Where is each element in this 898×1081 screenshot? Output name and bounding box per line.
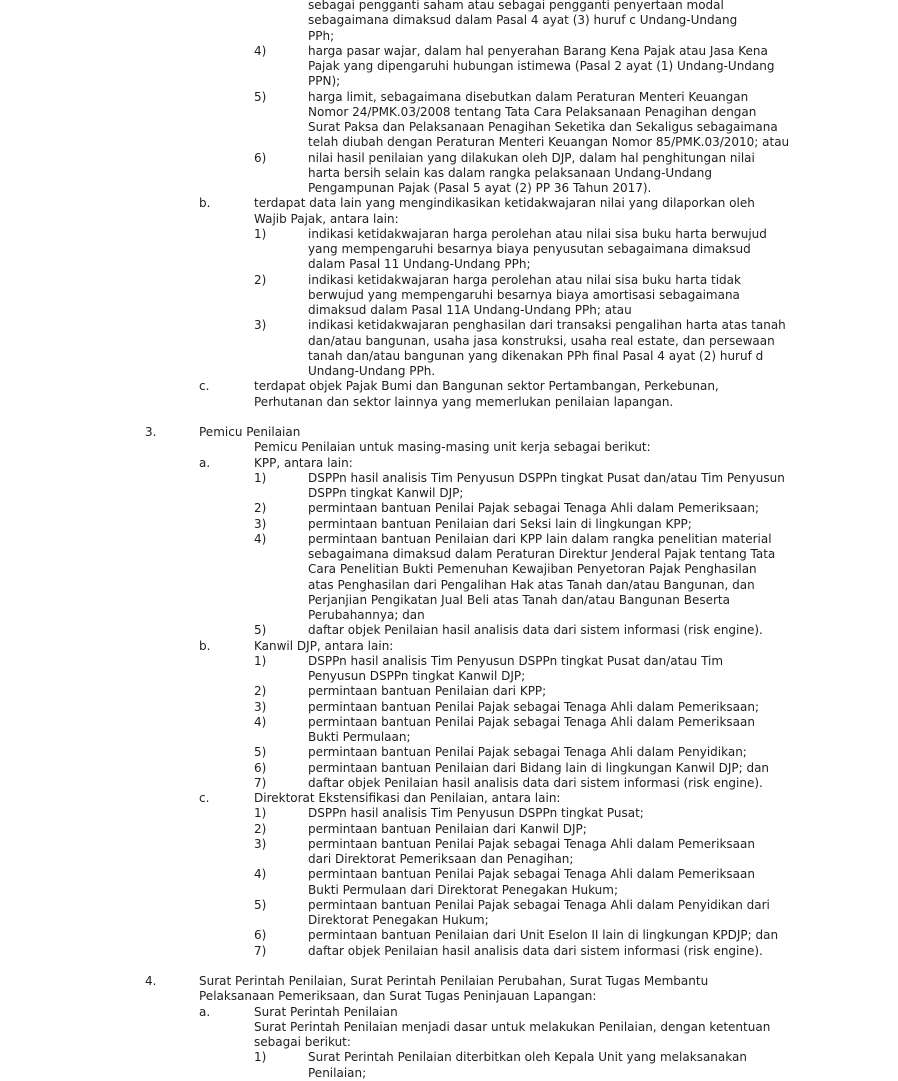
list-marker: 3): [254, 318, 267, 333]
list-item: [0, 806, 898, 821]
list-item: [0, 867, 898, 898]
list-item-text: permintaan bantuan Penilai Pajak sebagai Tenaga Ahli dalam Pemeriksaan dari Direktorat Pemeriksaan dan Penagihan;: [308, 836, 755, 866]
list-item-text: permintaan bantuan Penilaian dari Seksi lain di lingkungan KPP;: [308, 516, 692, 531]
list-marker: a.: [199, 1004, 211, 1019]
list-item-text: harga limit, sebagaimana disebutkan dalam Peraturan Menteri Keuangan Nomor 24/PMK.03/2008 tentang Tata Cara Pelaksanaan Penagihan dengan Surat Paksa dan Pelaksanaan Penagihan Seketika dan Sekaligus sebagaimana telah diubah dengan Peraturan Menteri Keuangan Nomor 85/PMK.03/2010; atau: [308, 89, 790, 150]
list-item-text: nilai hasil penilaian yang dilakukan oleh DJP, dalam hal penghitungan nilai harta bersih selain kas dalam rangka pelaksanaan Undang-Undang Pengampunan Pajak (Pasal 5 ayat (2) PP 36 Tahun 2017).: [308, 150, 755, 195]
list-item: [0, 761, 898, 776]
blank-line: [0, 959, 898, 974]
list-marker: 2): [254, 501, 267, 516]
list-marker: c.: [199, 379, 210, 394]
list-item-text: harga pasar wajar, dalam hal penyerahan Barang Kena Pajak atau Jasa Kena Pajak yang dipengaruhi hubungan istimewa (Pasal 2 ayat (1) Undang-Undang PPN);: [308, 43, 775, 89]
list-item-text: Surat Perintah Penilaian: [254, 1004, 398, 1019]
list-item-text: terdapat data lain yang mengindikasikan ketidakwajaran nilai yang dilaporkan oleh Wajib Pajak, antara lain:: [254, 196, 755, 226]
list-item-text: daftar objek Penilaian hasil analisis data dari sistem informasi (risk engine).: [308, 623, 763, 638]
list-item: [0, 791, 898, 806]
list-marker: 2): [254, 684, 267, 699]
list-marker: 1): [254, 806, 267, 821]
list-marker: 4): [254, 714, 267, 729]
list-item-text: sebagai pengganti saham atau sebagai pengganti penyertaan modal sebagaimana dimaksud dalam Pasal 4 ayat (3) huruf c Undang-Undang PPh;: [308, 0, 738, 43]
list-item: [0, 715, 898, 746]
list-item-text: daftar objek Penilaian hasil analisis data dari sistem informasi (risk engine).: [308, 943, 763, 958]
list-marker: b.: [199, 196, 211, 211]
list-item-text: KPP, antara lain:: [254, 455, 353, 470]
list-marker: 1): [254, 1050, 267, 1065]
list-item: [0, 44, 898, 90]
list-marker: c.: [199, 791, 210, 805]
list-marker: 4): [254, 43, 267, 58]
list-item: [0, 776, 898, 791]
list-item-text: Direktorat Ekstensifikasi dan Penilaian, antara lain:: [254, 791, 561, 805]
list-item: [0, 1050, 898, 1081]
list-marker: 6): [254, 760, 267, 775]
list-item: [0, 151, 898, 197]
list-marker: 7): [254, 775, 267, 790]
list-item-text: DSPPn hasil analisis Tim Penyusun DSPPn tingkat Pusat;: [308, 806, 644, 821]
list-item-text: permintaan bantuan Penilai Pajak sebagai Tenaga Ahli dalam Pemeriksaan;: [308, 501, 760, 516]
list-marker: 4.: [145, 974, 157, 988]
list-item: [0, 944, 898, 959]
list-item: [0, 379, 898, 410]
list-marker: 7): [254, 943, 267, 958]
list-item-text: DSPPn hasil analisis Tim Penyusun DSPPn tingkat Pusat dan/atau Tim Penyusun DSPPn tingkat Kanwil DJP;: [308, 470, 785, 500]
list-marker: 5): [254, 623, 267, 638]
list-item-text: permintaan bantuan Penilai Pajak sebagai Tenaga Ahli dalam Pemeriksaan;: [308, 699, 760, 714]
list-item: [0, 654, 898, 685]
list-marker: 6): [254, 928, 267, 943]
list-item-text: permintaan bantuan Penilai Pajak sebagai Tenaga Ahli dalam Pemeriksaan Bukti Permulaan dari Direktorat Penegakan Hukum;: [308, 867, 755, 897]
list-marker: a.: [199, 455, 211, 470]
list-item-text: permintaan bantuan Penilaian dari Unit Eselon II lain di lingkungan KPDJP; dan: [308, 928, 779, 943]
list-marker: 1): [254, 470, 267, 485]
list-item-text: Surat Perintah Penilaian diterbitkan oleh Kepala Unit yang melaksanakan Penilaian;: [308, 1050, 747, 1080]
list-item: [0, 471, 898, 502]
list-item-text: indikasi ketidakwajaran harga perolehan atau nilai sisa buku harta berwujud yang mempengaruhi besarnya biaya penyusutan sebagaimana dimaksud dalam Pasal 11 Undang-Undang PPh;: [308, 226, 767, 272]
list-item: [0, 532, 898, 624]
list-marker: 4): [254, 531, 267, 546]
list-marker: 1): [254, 653, 267, 668]
list-item: [0, 196, 898, 227]
list-item: [0, 745, 898, 760]
list-item: [0, 684, 898, 699]
list-item: [0, 623, 898, 638]
list-item-text: Surat Perintah Penilaian menjadi dasar untuk melakukan Penilaian, dengan ketentuan sebagai berikut:: [254, 1019, 771, 1049]
list-item-text: Surat Perintah Penilaian, Surat Perintah Penilaian Perubahan, Surat Tugas Membantu Pelaksanaan Pemeriksaan, dan Surat Tugas Peninjauan Lapangan:: [199, 974, 709, 1004]
list-marker: 2): [254, 272, 267, 287]
list-item-text: permintaan bantuan Penilai Pajak sebagai Tenaga Ahli dalam Penyidikan dari Direktorat Penegakan Hukum;: [308, 897, 770, 927]
list-marker: 5): [254, 745, 267, 760]
list-item: [0, 1005, 898, 1020]
list-item: [0, 639, 898, 654]
list-marker: 4): [254, 867, 267, 882]
list-item: [0, 928, 898, 943]
list-item: [0, 974, 898, 1005]
list-marker: 3): [254, 516, 267, 531]
list-item-text: permintaan bantuan Penilaian dari KPP;: [308, 684, 547, 699]
list-item: [0, 456, 898, 471]
list-marker: 3): [254, 699, 267, 714]
list-item-text: Pemicu Penilaian untuk masing-masing unit kerja sebagai berikut:: [254, 440, 651, 455]
list-item: [0, 700, 898, 715]
list-marker: 1): [254, 226, 267, 241]
list-item: [0, 1020, 898, 1051]
list-marker: 6): [254, 150, 267, 165]
list-item-text: Kanwil DJP, antara lain:: [254, 638, 394, 653]
list-item-text: permintaan bantuan Penilaian dari Bidang lain di lingkungan Kanwil DJP; dan: [308, 760, 770, 775]
list-marker: 2): [254, 821, 267, 836]
list-item-text: terdapat objek Pajak Bumi dan Bangunan sektor Pertambangan, Perkebunan, Perhutanan dan sektor lainnya yang memerlukan penilaian lapangan.: [254, 379, 719, 409]
list-item: [0, 822, 898, 837]
list-item: [0, 517, 898, 532]
list-item: [0, 227, 898, 273]
list-marker: 3): [254, 836, 267, 851]
list-item-text: DSPPn hasil analisis Tim Penyusun DSPPn tingkat Pusat dan/atau Tim Penyusun DSPPn tingkat Kanwil DJP;: [308, 653, 724, 683]
list-marker: b.: [199, 638, 211, 653]
list-item: [0, 273, 898, 319]
list-item: [0, 90, 898, 151]
list-item-text: permintaan bantuan Penilai Pajak sebagai Tenaga Ahli dalam Penyidikan;: [308, 745, 747, 760]
list-item-text: permintaan bantuan Penilaian dari KPP lain dalam rangka penelitian material sebagaimana dimaksud dalam Peraturan Direktur Jenderal Pajak tentang Tata Cara Penelitian Bukti Pemenuhan Kewajiban Penyetoran Pajak Penghasilan atas Penghasilan dari Pengalihan Hak atas Tanah dan/atau Bangunan, dan Perjanjian Pengikatan Jual Beli atas Tanah dan/atau Bangunan Beserta Perubahannya; dan: [308, 531, 776, 622]
list-item-text: Pemicu Penilaian: [199, 425, 301, 439]
list-item-text: permintaan bantuan Penilaian dari Kanwil DJP;: [308, 821, 587, 836]
list-marker: 5): [254, 897, 267, 912]
list-item: [0, 837, 898, 868]
list-item-text: permintaan bantuan Penilai Pajak sebagai Tenaga Ahli dalam Pemeriksaan Bukti Permulaan;: [308, 714, 755, 744]
list-item: [0, 440, 898, 455]
list-item: [0, 898, 898, 929]
list-item-text: daftar objek Penilaian hasil analisis data dari sistem informasi (risk engine).: [308, 775, 763, 790]
list-marker: 5): [254, 89, 267, 104]
list-item: [0, 318, 898, 379]
list-item: [0, 501, 898, 516]
blank-line: [0, 410, 898, 425]
list-item: [0, 0, 898, 44]
list-item-text: indikasi ketidakwajaran harga perolehan atau nilai sisa buku harta tidak berwujud yang mempengaruhi besarnya biaya amortisasi sebagaimana dimaksud dalam Pasal 11A Undang-Undang PPh; atau: [308, 272, 741, 317]
list-item-text: indikasi ketidakwajaran penghasilan dari transaksi pengalihan harta atas tanah dan/atau bangunan, usaha jasa konstruksi, usaha real estate, dan persewaan tanah dan/atau bangunan yang dikenakan PPh final Pasal 4 ayat (2) huruf d Undang-Undang PPh.: [308, 318, 786, 378]
list-marker: 3.: [145, 425, 157, 439]
list-item: [0, 425, 898, 440]
